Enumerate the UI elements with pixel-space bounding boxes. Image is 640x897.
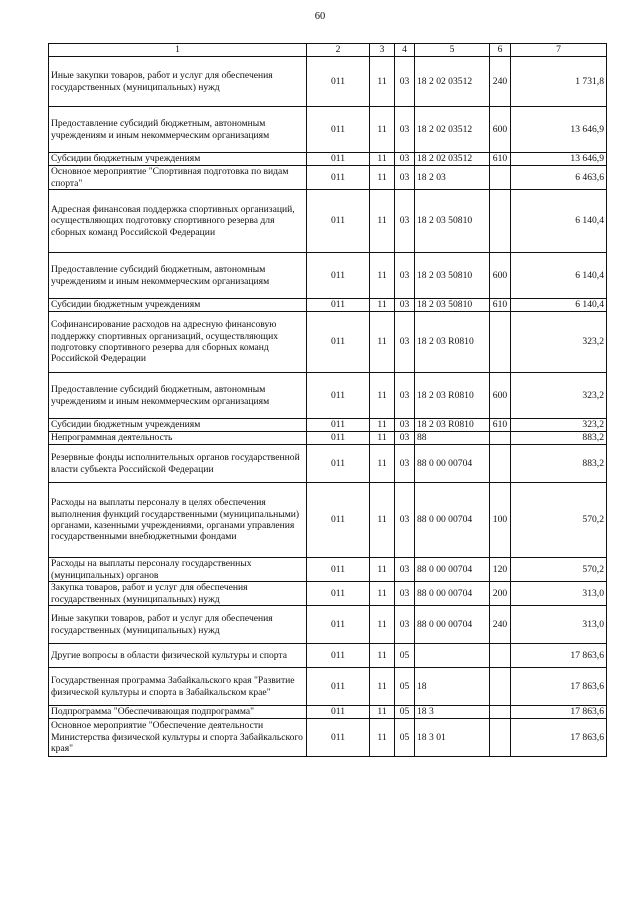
row-target-article: 18 3	[415, 706, 490, 719]
row-expense-type: 610	[490, 299, 511, 312]
row-expense-type: 240	[490, 606, 511, 644]
row-subsection: 03	[395, 432, 415, 445]
table-row	[49, 483, 607, 558]
row-expense-type: 100	[490, 483, 511, 558]
row-target-article: 18 3 01	[415, 719, 490, 757]
row-ministry-code: 011	[307, 668, 370, 706]
table-row	[49, 432, 607, 445]
row-section: 11	[370, 312, 395, 373]
row-expense-type: 240	[490, 57, 511, 107]
row-section: 11	[370, 107, 395, 153]
row-subsection: 05	[395, 644, 415, 668]
row-ministry-code: 011	[307, 299, 370, 312]
header-cell: 7	[511, 44, 607, 57]
table-row	[49, 582, 607, 606]
row-section: 11	[370, 445, 395, 483]
row-ministry-code: 011	[307, 719, 370, 757]
row-name: Закупка товаров, работ и услуг для обеспечения государственных (муниципальных) нужд	[49, 582, 307, 606]
row-section: 11	[370, 432, 395, 445]
row-target-article: 18	[415, 668, 490, 706]
row-target-article: 18 2 02 03512	[415, 107, 490, 153]
row-expense-type: 120	[490, 558, 511, 582]
row-expense-type	[490, 445, 511, 483]
row-expense-type	[490, 312, 511, 373]
table-row	[49, 668, 607, 706]
header-cell: 3	[370, 44, 395, 57]
row-target-article: 88 0 00 00704	[415, 582, 490, 606]
row-ministry-code: 011	[307, 153, 370, 166]
row-amount: 883,2	[511, 445, 607, 483]
row-expense-type: 610	[490, 153, 511, 166]
row-expense-type	[490, 719, 511, 757]
row-amount: 570,2	[511, 483, 607, 558]
header-cell: 6	[490, 44, 511, 57]
row-target-article: 18 2 03	[415, 166, 490, 190]
row-expense-type: 600	[490, 253, 511, 299]
row-target-article: 18 2 02 03512	[415, 153, 490, 166]
row-name: Субсидии бюджетным учреждениям	[49, 419, 307, 432]
row-ministry-code: 011	[307, 190, 370, 253]
table-row	[49, 373, 607, 419]
row-name: Предоставление субсидий бюджетным, автономным учреждениям и иным некоммерческим организациям	[49, 107, 307, 153]
row-ministry-code: 011	[307, 166, 370, 190]
row-name: Расходы на выплаты персоналу в целях обеспечения выполнения функций государственными (муниципальными) органами, казенными учреждениями, органами управления государственными внебюджетными фондами	[49, 483, 307, 558]
row-ministry-code: 011	[307, 432, 370, 445]
row-expense-type	[490, 432, 511, 445]
row-subsection: 03	[395, 445, 415, 483]
row-section: 11	[370, 558, 395, 582]
table-row	[49, 107, 607, 153]
row-target-article: 88 0 00 00704	[415, 483, 490, 558]
row-target-article: 18 2 03 R0810	[415, 312, 490, 373]
row-subsection: 03	[395, 483, 415, 558]
row-ministry-code: 011	[307, 582, 370, 606]
row-amount: 883,2	[511, 432, 607, 445]
row-section: 11	[370, 153, 395, 166]
row-ministry-code: 011	[307, 253, 370, 299]
row-name: Иные закупки товаров, работ и услуг для обеспечения государственных (муниципальных) нужд	[49, 606, 307, 644]
budget-table	[48, 43, 607, 757]
row-ministry-code: 011	[307, 107, 370, 153]
table-row	[49, 312, 607, 373]
row-expense-type: 600	[490, 373, 511, 419]
row-subsection: 03	[395, 107, 415, 153]
row-subsection: 03	[395, 166, 415, 190]
row-target-article: 18 2 03 R0810	[415, 419, 490, 432]
row-ministry-code: 011	[307, 373, 370, 419]
table-row	[49, 153, 607, 166]
row-section: 11	[370, 483, 395, 558]
row-subsection: 05	[395, 706, 415, 719]
row-section: 11	[370, 582, 395, 606]
row-subsection: 03	[395, 153, 415, 166]
table-row	[49, 445, 607, 483]
row-target-article: 18 2 03 50810	[415, 299, 490, 312]
row-target-article: 88 0 00 00704	[415, 445, 490, 483]
row-subsection: 03	[395, 419, 415, 432]
row-name: Основное мероприятие "Обеспечение деятельности Министерства физической культуры и спорта Забайкальского края"	[49, 719, 307, 757]
row-ministry-code: 011	[307, 558, 370, 582]
row-expense-type	[490, 644, 511, 668]
table-row	[49, 166, 607, 190]
row-amount: 13 646,9	[511, 107, 607, 153]
row-amount: 1 731,8	[511, 57, 607, 107]
row-section: 11	[370, 719, 395, 757]
row-target-article: 18 2 03 50810	[415, 253, 490, 299]
row-name: Адресная финансовая поддержка спортивных организаций, осуществляющих подготовку спортивного резерва для сборных команд Российской Федерации	[49, 190, 307, 253]
row-amount: 6 140,4	[511, 299, 607, 312]
row-expense-type	[490, 166, 511, 190]
row-subsection: 03	[395, 373, 415, 419]
row-ministry-code: 011	[307, 312, 370, 373]
table-header-row	[49, 44, 607, 57]
row-expense-type	[490, 190, 511, 253]
table-row	[49, 253, 607, 299]
row-section: 11	[370, 373, 395, 419]
row-amount: 323,2	[511, 312, 607, 373]
row-subsection: 03	[395, 57, 415, 107]
row-subsection: 05	[395, 719, 415, 757]
row-amount: 17 863,6	[511, 719, 607, 757]
header-cell: 1	[49, 44, 307, 57]
row-name: Непрограммная деятельность	[49, 432, 307, 445]
table-row	[49, 558, 607, 582]
row-name: Резервные фонды исполнительных органов государственной власти субъекта Российской Федерации	[49, 445, 307, 483]
row-ministry-code: 011	[307, 606, 370, 644]
row-amount: 6 140,4	[511, 253, 607, 299]
row-name: Предоставление субсидий бюджетным, автономным учреждениям и иным некоммерческим организациям	[49, 253, 307, 299]
table-row	[49, 190, 607, 253]
table-row	[49, 719, 607, 757]
row-section: 11	[370, 299, 395, 312]
row-name: Предоставление субсидий бюджетным, автономным учреждениям и иным некоммерческим организациям	[49, 373, 307, 419]
row-target-article: 88	[415, 432, 490, 445]
row-name: Основное мероприятие "Спортивная подготовка по видам спорта"	[49, 166, 307, 190]
row-ministry-code: 011	[307, 644, 370, 668]
row-name: Другие вопросы в области физической культуры и спорта	[49, 644, 307, 668]
row-amount: 570,2	[511, 558, 607, 582]
table-row	[49, 57, 607, 107]
row-subsection: 03	[395, 312, 415, 373]
row-expense-type	[490, 668, 511, 706]
row-expense-type	[490, 706, 511, 719]
row-subsection: 05	[395, 668, 415, 706]
row-target-article: 18 2 03 50810	[415, 190, 490, 253]
row-amount: 13 646,9	[511, 153, 607, 166]
row-section: 11	[370, 668, 395, 706]
table-row	[49, 606, 607, 644]
row-name: Расходы на выплаты персоналу государственных (муниципальных) органов	[49, 558, 307, 582]
row-target-article: 88 0 00 00704	[415, 558, 490, 582]
row-expense-type: 610	[490, 419, 511, 432]
row-section: 11	[370, 166, 395, 190]
row-target-article: 18 2 03 R0810	[415, 373, 490, 419]
header-cell: 4	[395, 44, 415, 57]
row-amount: 17 863,6	[511, 644, 607, 668]
table-row	[49, 706, 607, 719]
row-section: 11	[370, 644, 395, 668]
row-ministry-code: 011	[307, 57, 370, 107]
row-ministry-code: 011	[307, 419, 370, 432]
table-row	[49, 644, 607, 668]
table-row	[49, 299, 607, 312]
row-expense-type: 600	[490, 107, 511, 153]
row-amount: 6 463,6	[511, 166, 607, 190]
row-name: Субсидии бюджетным учреждениям	[49, 153, 307, 166]
row-amount: 313,0	[511, 606, 607, 644]
row-name: Иные закупки товаров, работ и услуг для обеспечения государственных (муниципальных) нужд	[49, 57, 307, 107]
row-ministry-code: 011	[307, 706, 370, 719]
page-number: 60	[314, 11, 326, 22]
row-subsection: 03	[395, 253, 415, 299]
row-subsection: 03	[395, 190, 415, 253]
row-name: Государственная программа Забайкальского края "Развитие физической культуры и спорта в Забайкальском крае"	[49, 668, 307, 706]
row-amount: 6 140,4	[511, 190, 607, 253]
row-section: 11	[370, 253, 395, 299]
row-target-article: 18 2 02 03512	[415, 57, 490, 107]
row-section: 11	[370, 419, 395, 432]
row-name: Субсидии бюджетным учреждениям	[49, 299, 307, 312]
row-amount: 323,2	[511, 419, 607, 432]
row-section: 11	[370, 57, 395, 107]
row-amount: 17 863,6	[511, 706, 607, 719]
row-target-article	[415, 644, 490, 668]
row-section: 11	[370, 706, 395, 719]
row-name: Подпрограмма "Обеспечивающая подпрограмма"	[49, 706, 307, 719]
row-subsection: 03	[395, 299, 415, 312]
row-subsection: 03	[395, 558, 415, 582]
header-cell: 5	[415, 44, 490, 57]
table-row	[49, 419, 607, 432]
row-target-article: 88 0 00 00704	[415, 606, 490, 644]
row-expense-type: 200	[490, 582, 511, 606]
row-subsection: 03	[395, 582, 415, 606]
row-amount: 17 863,6	[511, 668, 607, 706]
row-amount: 313,0	[511, 582, 607, 606]
row-section: 11	[370, 190, 395, 253]
row-name: Софинансирование расходов на адресную финансовую поддержку спортивных организаций, осуществляющих подготовку спортивного резерва для сборных команд Российской Федерации	[49, 312, 307, 373]
header-cell: 2	[307, 44, 370, 57]
row-section: 11	[370, 606, 395, 644]
row-subsection: 03	[395, 606, 415, 644]
row-ministry-code: 011	[307, 483, 370, 558]
row-amount: 323,2	[511, 373, 607, 419]
row-ministry-code: 011	[307, 445, 370, 483]
